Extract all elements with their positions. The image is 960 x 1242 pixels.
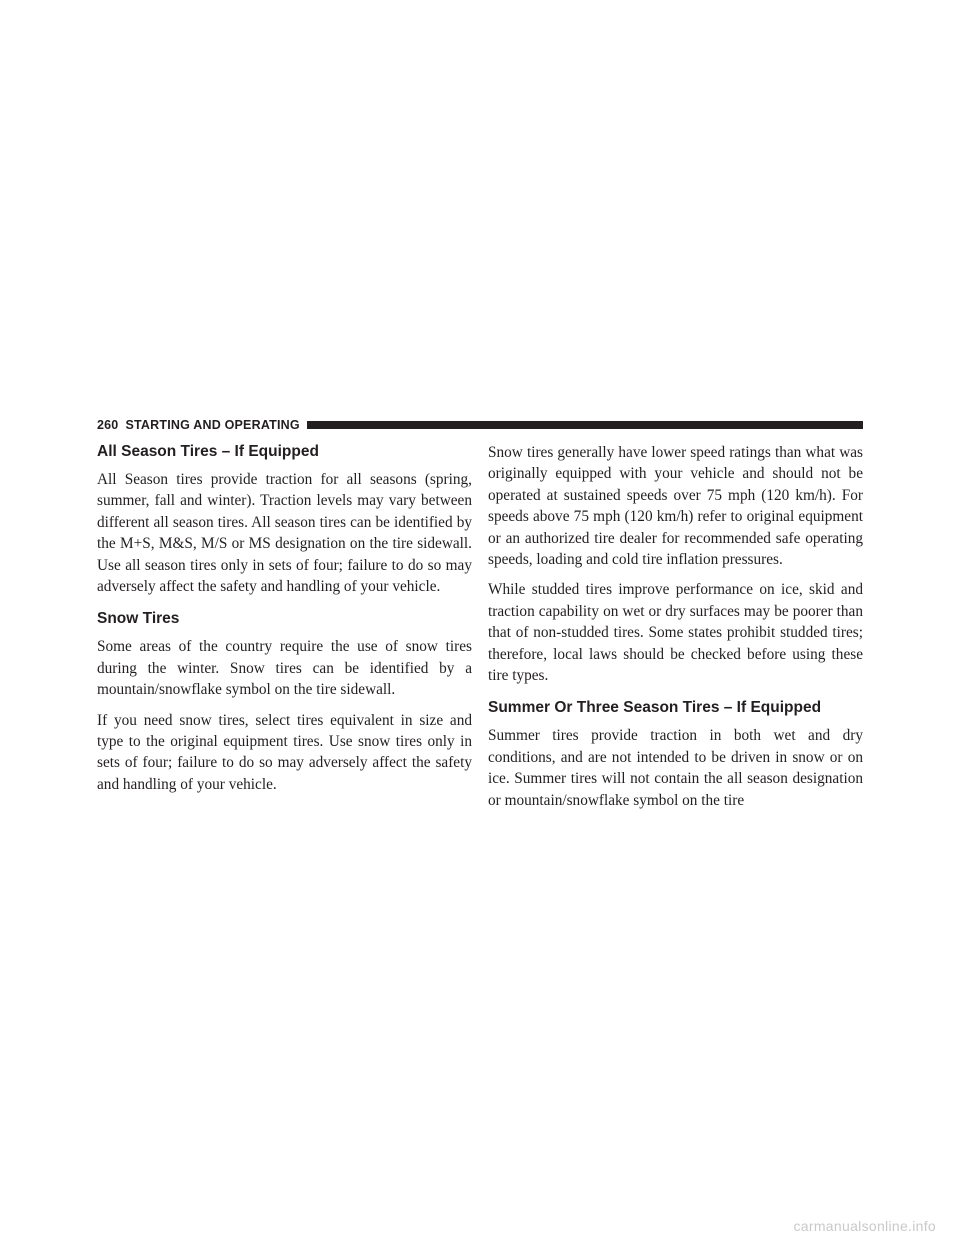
- page-number: 260: [97, 418, 119, 432]
- summer-tires-heading: Summer Or Three Season Tires – If Equipped: [488, 699, 822, 717]
- all-season-heading: All Season Tires – If Equipped: [97, 443, 319, 460]
- snow-tires-paragraph-1: Some areas of the country require the use of snow tires during the winter. Snow tires can be identified by a mountain/snowflake symbol on the tire sidewall.: [97, 638, 472, 699]
- studded-tires-paragraph: While studded tires improve performance on ice, skid and traction capability on wet or dry surfaces may be poorer than that of non-studded tires. Some states prohibit studded tires; therefore, local laws should be checked before using these tire types.: [488, 581, 863, 685]
- summer-tires-paragraph: Summer tires provide traction in both wet and dry conditions, and are not intended to be driven in snow or on ice. Summer tires will not contain the all season designation or mountain/snowflake symbol on the tire: [488, 727, 863, 809]
- section-title: STARTING AND OPERATING: [125, 418, 300, 432]
- page-header: [97, 419, 863, 431]
- left-column: [97, 442, 472, 804]
- snow-tires-paragraph-2: If you need snow tires, select tires equivalent in size and type to the original equipment tires. Use snow tires only in sets of four; failure to do so may adversely affect the safety and handling of your vehicle.: [97, 711, 472, 793]
- header-rule: [307, 421, 863, 429]
- watermark: carmanualsonline.info: [793, 1218, 936, 1234]
- all-season-paragraph: All Season tires provide traction for all seasons (spring, summer, fall and winter). Traction levels may vary between different all season tires. All season tires can be identified by the M+S, M&S, M/S or MS designation on the tire sidewall. Use all season tires only in sets of four; failure to do so may adversely affect the safety and handling of your vehicle.: [97, 471, 472, 596]
- right-column: [488, 442, 863, 820]
- snow-tires-heading: Snow Tires: [97, 610, 180, 628]
- speed-ratings-paragraph: Snow tires generally have lower speed ratings than what was originally equipped with your vehicle and should not be operated at sustained speeds over 75 mph (120 km/h). For speeds above 75 mph (120 km/h) refer to original equipment or an authorized tire dealer for recommended safe operating speeds, loading and cold tire inflation pressures.: [488, 444, 863, 569]
